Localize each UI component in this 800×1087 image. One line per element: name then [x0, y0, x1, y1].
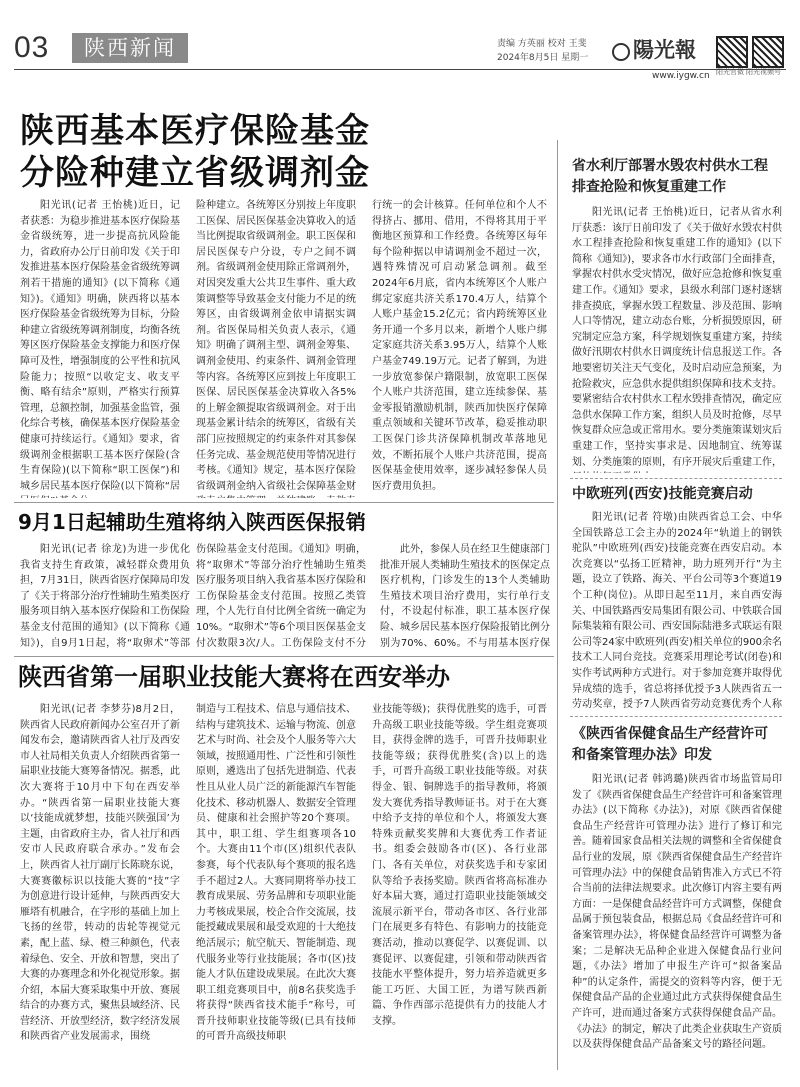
column-divider: [557, 140, 558, 1070]
side2-body: 阳光讯(记者 符墩)由陕西省总工会、中华全国铁路总工会主办的2024年“轨道上的钢铁驼队”中欧班列(西安)技能竞赛在西安启动。本次竞赛以“弘扬工匠精神，助力班列开行”为主题，设立了铁路、海关、平台公司等3个赛道19个工种(岗位)。从即日起至11月，来自西安海关、中国铁路西安局集团有限公司、中铁联合国际集装箱有限公司、西安国际陆港多式联运有限公司等24家中欧班列(西安)相关单位的900余名技术工人同台竞技。竞赛采用理论考试(闭卷)和实作考试两种方式进行。对于参加竞赛并取得优异成绩的选手，省总将择优授予3人陕西省五一劳动奖章，授予7人陕西省劳动竞赛优秀个人称: [572, 512, 782, 710]
article2-column: 阳光讯(记者 徐龙)为进一步优化我省支持生育政策，减轻群众费用负担，7月31日，陕西省医疗保障局印发了《关于将部分治疗性辅助生殖类医疗服务项目纳入基本医疗保险和工伤保险基金支付范围的通知》(以下简称《通知》)，自9月1日起，将“取卵术”等部: [20, 544, 190, 649]
article2-column: 伤保险基金支付范围。《通知》明确，将“取卵术”等部分治疗性辅助生殖类医疗服务项目纳入我省基本医疗保险和工伤保险基金支付范围。按照乙类管理，个人先行自付比例全省统一确定为10%。“取卵术”等6个项目医保基金支付次数限3次/人。工伤保险支付不分: [196, 544, 366, 649]
article1-headline: [20, 110, 370, 194]
brand-name: 陽光報: [633, 37, 696, 62]
side2-headline: 中欧班列(西安)技能竞赛启动: [572, 486, 753, 502]
website[interactable]: www.iygw.cn: [652, 71, 710, 81]
section-divider: [14, 656, 554, 657]
headline-line: 《陕西省保健食品生产经营许可: [572, 726, 768, 742]
headline-line: 和备案管理办法》印发: [572, 747, 712, 763]
article3-column: 制造与工程技术、信息与通信技术、结构与建筑技术、运输与物流、创意艺术与时尚、社会及个人服务等六大领域，按照通用性、广泛性和引领性原则，遴选出了包括先进制造、代表性且从业人员广泛的新能源汽车智能化技术、移动机器人、数据安全管理员、健康和社会照护等20个赛项。其中，职工组、学生组赛项各10个。大赛由11个市(区)组织代表队参赛，每个代表队每个赛项的报名选手不超过2人。大赛同期将举办技工教育成果展、劳务品牌和专项职业能力考核成果展，校企合作交流展，技能授藏成果展和最受欢迎的十大绝技绝活展示；航空航天、智能制造、现代服务业等行业技能展；各市(区)技能人才队伍建设成果展。在此次大赛职工组竞赛项目中，前8名获奖选手将获得“陕西省技术能手”称号，可晋升技师职业技能等级(已具有技师的可晋升高级技师职: [196, 704, 356, 1043]
editors-line: 责编 方英丽 校对 王斐: [497, 39, 587, 49]
headline-line: 省水利厅部署水毁农村供水工程: [572, 158, 768, 174]
qr-code-icon[interactable]: [752, 36, 784, 68]
side3-body: 阳光讯(记者 韩鸿璐)陕西省市场监管局印发了《陕西省保健食品生产经营许可和备案管理办法》(以下简称《办法》)，对原《陕西省保健食品生产经营许可管理办法》进行了修订和完善。随着国家食品相关法规的调整和全省保健食品行业的发展，原《陕西省保健食品生产经营许可管理办法》中的保健食品销售准入方式已不符合当前的法律法规要求。此次修订内容主要有两方面：一是保健食品经营许可方式调整，保健食品属于预包装食品，根据总局《食品经营许可和备案管理办法》，将保健食品经营许可调整为备案；二是解决无品种企业进入保健食品行业问题，《办法》增加了申报生产许可“拟备案品种”的认定条件，需提交的资料等内容，便于无保健食品产品的企业通过此方式获得保健食品生产许可，进而通过备案方式获得保健食品产品。《办法》的制定，解决了此类企业获取生产资质以及获得保健食品产品备案文号的路径问题。: [572, 774, 782, 1051]
sun-logo-icon: [612, 43, 630, 61]
header-divider: [14, 69, 786, 70]
headline-line: 陕西基本医疗保险基金: [20, 111, 370, 151]
page-number: 03: [14, 31, 50, 64]
article2-column: 此外，参保人员在经卫生健康部门批准开展人类辅助生殖技术的医保定点医疗机构，门诊发生的13个人类辅助生殖技术项目治疗费用，实行单行支付，不设起付标准，职工基本医疗保险、城乡居民基本医疗保险报销比例分别为70%、60%。不与用基本医疗保: [380, 544, 550, 649]
side-divider: [570, 716, 782, 717]
article1-column: 险种建立。各统筹区分别按上年度职工医保、居民医保基金决算收入的适当比例提取省级调剂金。职工医保和居民医保专户分设，专户之间不调剂。省级调剂金使用除正常调剂外，对因突发重大公共卫生事件、重大政策调整等导致基金支付能力不足的统筹区，由省级调剂金依申请据实调剂。省医保局相关负责人表示，《通知》明确了调剂主型、调剂金筹集、调剂金使用、约束条件、调剂金管理等内容。各统筹区应到按上年度职工医保、居民医保基金决算收入各5%的上解金额提取省级调剂金。对于出现基金累计结余的统筹区，省级有关部门应按照规定的约束条件对其参保任务完成、基金规范使用等情况进行考核。《通知》规定，基本医疗保险省级调剂金纳入省级社会保障基金财: [196, 200, 356, 492]
section-divider: [14, 502, 554, 503]
article3-column: 阳光讯(记者 李梦芬)8月2日，陕西省人民政府新闻办公室召开了新闻发布会，邀请陕西省人社厅及西安市人社局相关负责人介绍陕西省第一届职业技能大赛筹备情况。据悉，此次大赛将于10月中下旬在西安举办。“陕西省第一届职业技能大赛以‘技能成就梦想，技能兴陕强国’为主题，由省政府主办，省人社厅和西安市人民政府联合承办。”发布会上，陕西省人社厅副厅长陈晓东说，大赛赛徽标识以技能大赛的“技”字为创意进行设计延伸，与陕西西安大雁塔有机融合，在字形的基础上加上飞扬的丝带，转动的齿轮等视觉元素，配上蓝、绿、橙三种颜色，代表着绿色、安全、开放和智慧，突出了大赛的办赛理念和外化视觉形象。据介绍，本届大赛采取集中开放、赛展结合的办赛方式，聚焦县域经济、民营经济、开放型经济，数字经济发展和陕西省产业发展需求，围绕: [20, 704, 180, 1043]
article2-headline: 9月1日起辅助生殖将纳入陕西医保报销: [18, 510, 366, 534]
masthead-meta: [497, 37, 588, 65]
date-line: 2024年8月5日 星期一: [497, 53, 589, 63]
side3-headline: [572, 724, 768, 766]
headline-line: 排查抢险和恢复重建工作: [572, 179, 726, 195]
side1-headline: [572, 156, 768, 198]
qr-code-icon[interactable]: [716, 36, 748, 68]
qr-caption: 阳光官微: [716, 68, 744, 76]
brand-logo: [612, 34, 696, 64]
article3-column: 业技能等级)；获得优胜奖的选手，可晋升高级工职业技能等级。学生组竞赛项目，获得金牌的选手，可晋升技师职业技能等级；获得优胜奖(含)以上的选手，可晋升高级工职业技能等级。对获得金、银、铜牌选手的指导教师，将颁发大赛优秀指导教师证书。对于在大赛中给予支持的单位和个人，将颁发大赛特殊贡献奖奖牌和大赛优秀工作者证书。组委会鼓励各市(区)、各行业部门、各有关单位，对获奖选手和专家团队等给予表扬奖励。陕西省将高标准办好本届大赛，通过打造职业技能领域交流展示新平台，带动各市区、各行业部门在展更多有特色、有影响力的技能竞赛活动，推动以赛促学、以赛促训、以赛促评、以赛促建，引领和带动陕西省技能水平整体提升，努力培养造就更多能工巧匠、大国工匠，为谱写陕西新篇、争作西部示范提供有力的技能人才支撑。: [372, 704, 547, 1027]
article1-column: 阳光讯(记者 王怡桃)近日，记者获悉：为稳步推进基本医疗保险基金省级统筹，进一步提高抗风险能力，省政府办公厅日前印发《关于印发推进基本医疗保险基金省级统筹调剂若干措施的通知》(以下简称《通知》)。《通知》明确，陕西将以基本医疗保险基金省级统筹为目标，分险种建立省级统筹调剂制度，均衡各统筹区医疗保险基金支撑能力和医疗保障可及性，增强制度的公平性和抗风险能力；按照“以收定支、收支平衡、略有结余”原则，严格实行预算管理，总额控制，加强基金监管，强化综合考核，确保基本医疗保险基金健康可持续运行。《通知》要求，省级调剂金根据职工基本医疗保险(含生育保险)(以下简称“职工医保”)和城乡居民基本医疗保险(以下简称“居: [20, 200, 180, 492]
side1-body: 阳光讯(记者 王怡桃)近日，记者从省水利厅获悉：该厅日前印发了《关于做好水毁农村供水工程排查抢险和恢复重建工作的通知》(以下简称《通知》)，要求各市水行政部门全面排查，掌握农村供水受灾情况，做好应急抢修和恢复重建工作。《通知》要求，县级水利部门逐村逐辖排查摸底，掌握水毁工程数量、涉及范围、影响人口等情况，建立动态台账，分析损毁原因，研究制定应急方案，科学规划恢复重建方案，持续做好汛期农村供水日调度统计信息报送工作。各地要密切关注天气变化，及时启动应急预案，为抢险救灾，应急供水提供组织保障和技术支持。要紧密结合农村供水工程水毁排查情况，确定应急供水保障工作方案，组织人员及时抢修，尽早恢复群众应急或正常用水。要分类施策谋划灾后重建工作，坚持实事求是、因地制宜、统筹谋划、分类施策的原则，有序开展灾后重建工作，: [572, 207, 782, 468]
qr-caption: 阳光视频号: [746, 68, 781, 76]
headline-line: 分险种建立省级调剂金: [20, 153, 370, 193]
article1-column: 行统一的会计核算。任何单位和个人不得挤占、挪用、借用，不得将其用于平衡地区预算和工作经费。各统筹区每年每个险种据以申请调剂金不超过一次，遇特殊情况可启动紧急调剂。截至2024年6月底，省内本统筹区个人账户绑定家庭共济关系170.4万人，结算个人账户基金15.2亿元；省内跨统筹区业务开通一个多月以来，新增个人账户绑定家庭共济关系3.95万人，结算个人账户基金749.19万元。记者了解到，为进一步放宽参保户籍限制，放宽职工医保个人账户共济范围，建立连续参保、基金零报销激励机制，陕西加快医疗保障重点领域和关键环节改革，稳妥推动职工医保门诊共济保障机制改革落地见效，不断拓展个人账户共济范围，提高医保基金使用效率，逐步减轻参保人员医疗费用负担。: [372, 200, 547, 492]
section-title: 陕西新闻: [72, 33, 188, 63]
article3-headline: 陕西省第一届职业技能大赛将在西安举办: [18, 663, 450, 691]
side-divider: [570, 478, 782, 479]
